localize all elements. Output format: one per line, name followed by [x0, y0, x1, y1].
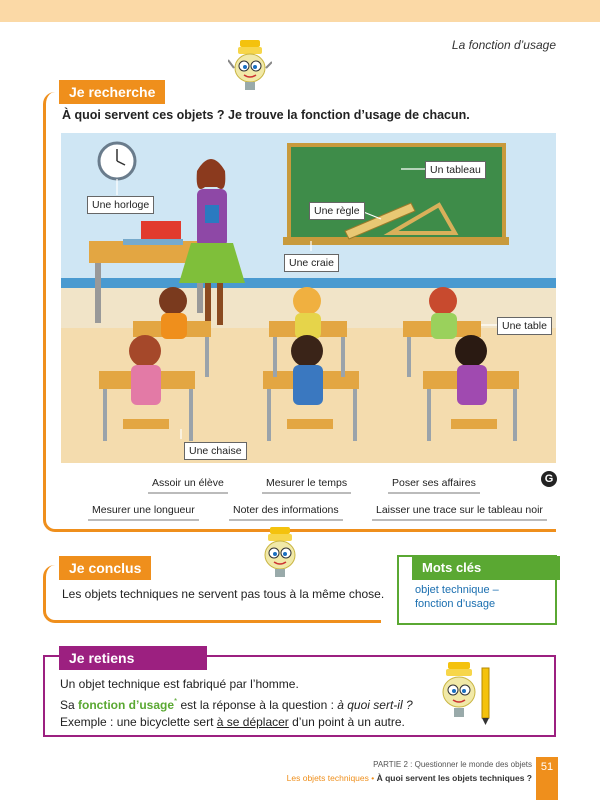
footer-chapter: Les objets techniques [286, 773, 369, 783]
research-question: À quoi servent ces objets ? Je trouve la fonction d’usage de chacun. [62, 108, 470, 122]
retiens-text [60, 676, 413, 731]
chapter-title: La fonction d’usage [451, 38, 556, 52]
label-horloge: Une horloge [87, 196, 154, 214]
retiens-line2-pre: Sa [60, 698, 79, 712]
retiens-question: à quoi sert-il ? [337, 698, 413, 712]
label-regle: Une règle [309, 202, 365, 220]
motscles-item: objet technique – [415, 584, 499, 596]
footer-breadcrumb [287, 773, 532, 783]
motscles-item: fonction d’usage [415, 598, 496, 610]
mascot-robot-icon [228, 38, 272, 96]
retiens-line3-pre: Exemple : une bicyclette sert [60, 715, 217, 729]
retiens-line2-mid: est la réponse à la question : [177, 698, 338, 712]
motscles-label: Mots clés [412, 556, 560, 580]
label-tableau: Un tableau [425, 161, 486, 179]
conclus-text: Les objets techniques ne servent pas tous à la même chose. [62, 587, 385, 601]
g-badge-icon: G [541, 471, 557, 487]
top-band [0, 0, 600, 22]
footer-sep: • [368, 773, 377, 783]
footer-part: PARTIE 2 : Questionner le monde des objets [373, 760, 532, 769]
label-craie: Une craie [284, 254, 339, 272]
research-label: Je recherche [59, 80, 165, 104]
answer-noter[interactable]: Noter des informations [229, 503, 343, 521]
answer-poser-affaires[interactable]: Poser ses affaires [388, 476, 480, 494]
label-chaise: Une chaise [184, 442, 247, 460]
page-number: 51 [536, 757, 558, 800]
key-term-star: * [174, 697, 178, 706]
retiens-line3 [60, 714, 413, 731]
answer-mesurer-longueur[interactable]: Mesurer une longueur [88, 503, 199, 521]
retiens-line2 [60, 693, 413, 714]
retiens-label: Je retiens [59, 646, 207, 670]
label-table: Une table [497, 317, 552, 335]
retiens-line3-post: d’un point à un autre. [288, 715, 405, 729]
mascot-pencil-icon [438, 660, 494, 726]
motscles-list [415, 583, 499, 611]
conclus-label: Je conclus [59, 556, 151, 580]
answer-mesurer-temps[interactable]: Mesurer le temps [262, 476, 351, 494]
retiens-example: à se déplacer [216, 715, 289, 729]
answer-assoir[interactable]: Assoir un élève [148, 476, 228, 494]
retiens-line1: Un objet technique est fabriqué par l’homme. [60, 677, 299, 691]
answer-laisser-trace[interactable]: Laisser une trace sur le tableau noir [372, 503, 547, 521]
key-term: fonction d’usage [78, 698, 175, 712]
footer-lesson: À quoi servent les objets techniques ? [376, 773, 532, 783]
classroom-illustration [61, 133, 556, 463]
classroom-drawing [61, 133, 556, 463]
